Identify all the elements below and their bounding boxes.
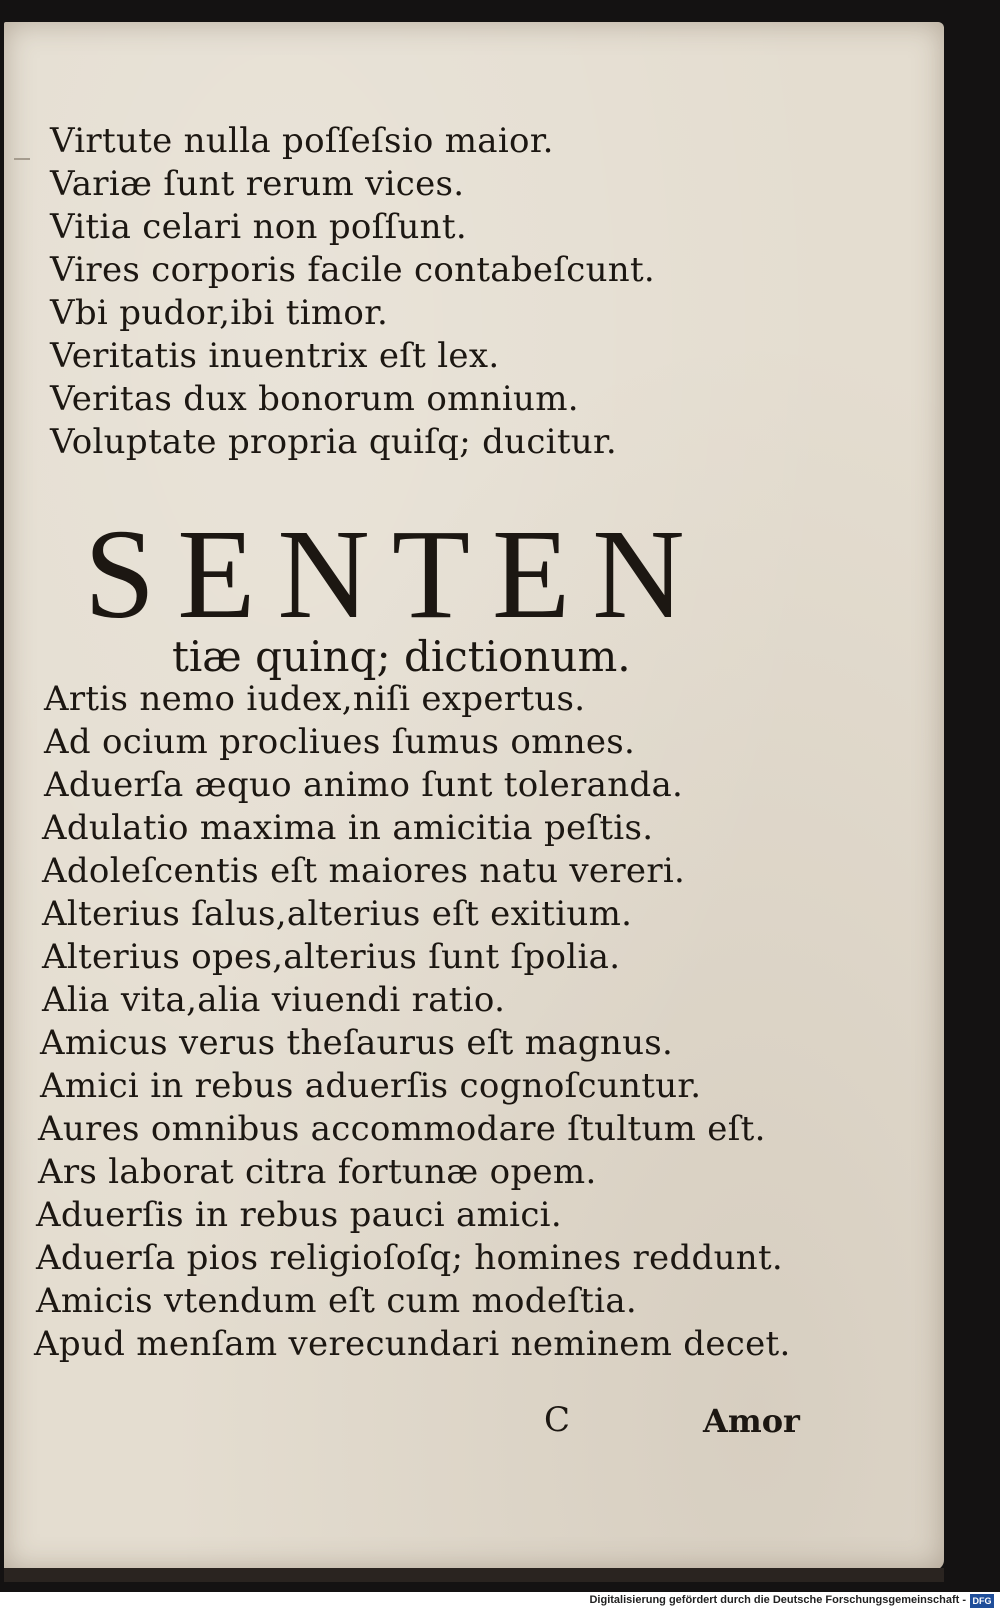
sentence-line: Apud menſam verecundari neminem decet. [34,1324,791,1364]
sentence-line: Aduerſis in rebus pauci amici. [36,1195,562,1235]
sentence-line: Ad ocium procliues ſumus omnes. [44,722,636,762]
catchword: Amor [703,1402,800,1440]
dfg-logo: DFG [970,1594,994,1608]
sentence-line: Amici in rebus aduerſis cognoſcuntur. [40,1066,702,1106]
signature-mark: C [544,1400,571,1440]
section-subheading: tiæ quinq; dictionum. [172,632,631,681]
sentence-line: Alterius ſalus,alterius eſt exitium. [42,894,633,934]
sentence-line: Variæ ſunt rerum vices. [50,164,465,204]
section-heading: SENTEN [84,503,707,645]
sentence-line: Vitia celari non poſſunt. [50,207,467,247]
page-bottom-edge [4,1568,944,1582]
sentence-line: Vires corporis facile contabeſcunt. [50,250,656,290]
sentence-line: Aduerſa pios religioſoſq; homines reddunt. [36,1238,784,1278]
sentence-line: Amicus verus theſaurus eſt magnus. [40,1023,674,1063]
sentence-line: Veritatis inuentrix eſt lex. [50,336,500,376]
sentence-line: Voluptate propria quiſq; ducitur. [50,422,617,462]
sentence-line: Ars laborat citra fortunæ opem. [38,1152,597,1192]
margin-mark [14,158,30,160]
funding-credit: Digitalisierung gefördert durch die Deutsche Forschungsgemeinschaft - [589,1594,966,1606]
sentence-line: Aures omnibus accommodare ſtultum eſt. [38,1109,766,1149]
sentence-line: Aduerſa æquo animo ſunt toleranda. [44,765,684,805]
sentence-line: Adulatio maxima in amicitia peſtis. [42,808,654,848]
sentence-line: Veritas dux bonorum omnium. [50,379,579,419]
sentence-line: Virtute nulla poſſeſsio maior. [50,121,554,161]
sentence-line: Alterius opes,alterius ſunt ſpolia. [42,937,621,977]
sentence-line: Adoleſcentis eſt maiores natu vereri. [42,851,686,891]
sentence-line: Artis nemo iudex,niſi expertus. [44,679,586,719]
sentence-line: Alia vita,alia viuendi ratio. [42,980,506,1020]
sentence-line: Vbi pudor,ibi timor. [50,293,389,333]
sentence-line: Amicis vtendum eſt cum modeſtia. [36,1281,637,1321]
